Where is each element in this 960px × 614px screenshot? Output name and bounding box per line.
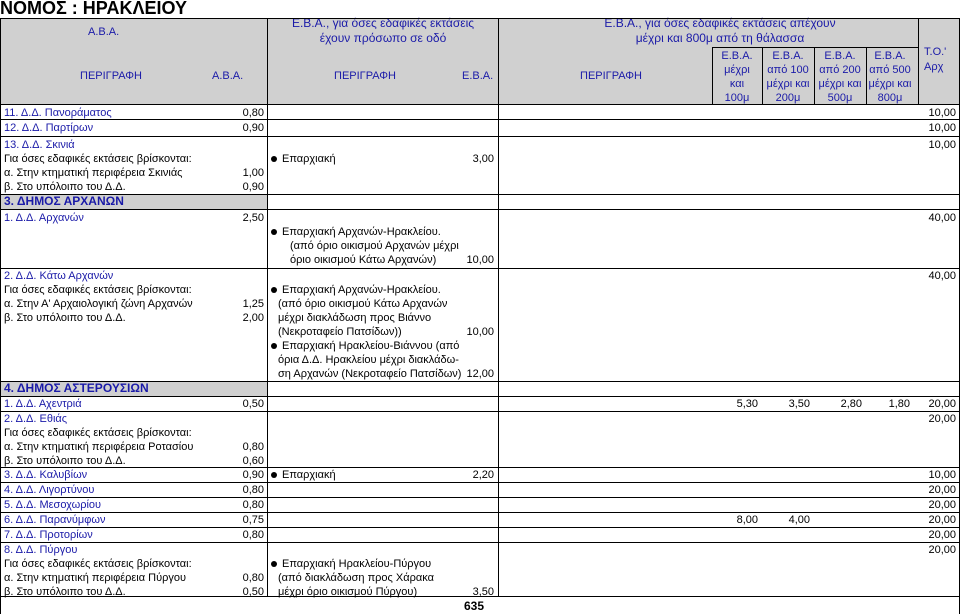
row-sea1: 5,30 xyxy=(736,398,758,410)
grid-line xyxy=(866,47,867,104)
row-name: 2. Δ.Δ. Κάτω Αρχανών xyxy=(4,270,114,282)
hdr-col4-l3: μέχρι και xyxy=(868,78,912,90)
row-line xyxy=(0,119,960,120)
hdr-col4-l4: 800μ xyxy=(877,92,903,104)
row-name: 12. Δ.Δ. Παρτίρων xyxy=(4,122,94,134)
row-name: 1. Δ.Δ. Αρχανών xyxy=(4,212,84,224)
row-desc: Επαρχιακή xyxy=(282,469,336,481)
hdr-col2-l4: 200μ xyxy=(775,92,801,104)
header-eba: Ε.Β.Α. xyxy=(462,70,494,82)
row-text: β. Στο υπόλοιπο του Δ.Δ. xyxy=(4,181,126,193)
page-number: 635 xyxy=(464,599,485,613)
row-ab: 0,80 xyxy=(242,107,264,119)
header-ab: Α.Β.Α. xyxy=(212,70,244,82)
grid-line xyxy=(814,47,815,104)
grid-line xyxy=(0,104,960,105)
header-perigrafi-3: ΠΕΡΙΓΡΑΦΗ xyxy=(580,70,642,82)
header-ab-top: Α.Β.Α. xyxy=(88,26,120,38)
grid-line xyxy=(712,47,918,48)
section-heading: 4. ΔΗΜΟΣ ΑΣΤΕΡΟΥΣΙΩΝ xyxy=(4,381,149,395)
bullet-icon xyxy=(271,156,277,162)
row-sea2: 3,50 xyxy=(788,398,810,410)
row-sea3: 2,80 xyxy=(840,398,862,410)
row-to: 20,00 xyxy=(928,514,956,526)
row-desc: (από όριο οικισμού Κάτω Αρχανών xyxy=(278,298,448,310)
grid-line xyxy=(0,18,960,19)
header-to-2: Αρχ xyxy=(924,61,944,73)
row-to: 20,00 xyxy=(928,499,956,511)
row-ab: 0,80 xyxy=(242,499,264,511)
row-desc: μέχρι όριο οικισμού Πύργου) xyxy=(278,586,418,598)
row-eba: 2,20 xyxy=(472,469,494,481)
bullet-icon xyxy=(271,561,277,567)
row-to: 20,00 xyxy=(928,413,956,425)
row-to: 40,00 xyxy=(928,212,956,224)
header-road-1: Ε.Β.Α., για όσες εδαφικές εκτάσεις xyxy=(291,16,475,30)
row-desc: μέχρι διακλάδωση προς Βιάννο xyxy=(278,312,432,324)
row-ab: 0,80 xyxy=(242,484,264,496)
row-line xyxy=(0,467,960,468)
row-eba: 10,00 xyxy=(466,326,494,338)
row-desc: ση Αρχανών (Νεκροταφείο Πατσίδων) xyxy=(278,368,462,380)
row-text: Για όσες εδαφικές εκτάσεις βρίσκονται: xyxy=(4,153,192,165)
row-to: 10,00 xyxy=(928,107,956,119)
row-desc: (από όριο οικισμού Αρχανών μέχρι xyxy=(290,240,459,252)
bullet-icon xyxy=(271,343,277,349)
grid-line xyxy=(0,18,1,614)
row-ab: 0,80 xyxy=(242,529,264,541)
row-text: α. Στην Α' Αρχαιολογική ζώνη Αρχανών xyxy=(4,298,193,310)
row-name: 3. Δ.Δ. Καλυβίων xyxy=(4,469,88,481)
row-to: 10,00 xyxy=(928,139,956,151)
row-to: 40,00 xyxy=(928,270,956,282)
row-ab: 0,80 xyxy=(242,572,264,584)
row-name: 11. Δ.Δ. Πανοράματος xyxy=(4,107,112,119)
row-text: Για όσες εδαφικές εκτάσεις βρίσκονται: xyxy=(4,558,192,570)
row-text: α. Στην κτηματική περιφέρεια Πύργου xyxy=(4,572,186,584)
row-text: α. Στην κτηματική περιφέρεια Ροτασίου xyxy=(4,441,194,453)
grid-line xyxy=(712,47,713,104)
row-text: Για όσες εδαφικές εκτάσεις βρίσκονται: xyxy=(4,284,192,296)
row-line xyxy=(0,209,960,210)
row-line xyxy=(0,411,960,412)
row-ab: 0,50 xyxy=(242,586,264,598)
row-to: 20,00 xyxy=(928,484,956,496)
row-ab: 2,50 xyxy=(242,212,264,224)
row-line xyxy=(0,482,960,483)
bullet-icon xyxy=(271,229,277,235)
hdr-col2-l3: μέχρι και xyxy=(766,78,810,90)
row-desc: Επαρχιακή xyxy=(282,153,336,165)
row-to: 20,00 xyxy=(928,544,956,556)
row-ab: 0,90 xyxy=(242,181,264,193)
page-title: ΝΟΜΟΣ : ΗΡΑΚΛΕΙΟΥ xyxy=(0,0,187,18)
header-perigrafi-2: ΠΕΡΙΓΡΑΦΗ xyxy=(334,70,396,82)
header-sea-2: μέχρι και 800μ από τη θάλασσα xyxy=(635,31,805,45)
row-ab: 2,00 xyxy=(242,312,264,324)
row-ab: 0,75 xyxy=(242,514,264,526)
row-sea4: 1,80 xyxy=(888,398,910,410)
row-line xyxy=(0,542,960,543)
row-ab: 1,00 xyxy=(242,167,264,179)
header-perigrafi-1: ΠΕΡΙΓΡΑΦΗ xyxy=(80,70,142,82)
row-to: 20,00 xyxy=(928,398,956,410)
hdr-col3-l1: Ε.Β.Α. xyxy=(824,50,856,62)
row-eba: 3,00 xyxy=(472,153,494,165)
hdr-col1-l3: και xyxy=(729,78,745,90)
row-to: 20,00 xyxy=(928,529,956,541)
section-heading: 3. ΔΗΜΟΣ ΑΡΧΑΝΩΝ xyxy=(4,194,124,208)
row-line xyxy=(0,497,960,498)
row-line xyxy=(0,136,960,137)
row-desc: (από διακλάδωση προς Χάρακα xyxy=(278,572,434,584)
hdr-col2-l1: Ε.Β.Α. xyxy=(772,50,804,62)
row-ab: 1,25 xyxy=(242,298,264,310)
row-sea1: 8,00 xyxy=(736,514,758,526)
hdr-col2-l2: από 100 xyxy=(767,64,809,76)
row-text: β. Στο υπόλοιπο του Δ.Δ. xyxy=(4,455,126,467)
row-sea2: 4,00 xyxy=(788,514,810,526)
hdr-col3-l2: από 200 xyxy=(819,64,861,76)
row-desc: όρια Δ.Δ. Ηρακλείου μέχρι διακλάδω- xyxy=(278,354,459,366)
row-text: β. Στο υπόλοιπο του Δ.Δ. xyxy=(4,312,126,324)
row-line xyxy=(0,396,960,397)
row-ab: 0,90 xyxy=(242,469,264,481)
row-name: 7. Δ.Δ. Προτορίων xyxy=(4,529,93,541)
row-text: α. Στην κτηματική περιφέρεια Σκινιάς xyxy=(4,167,183,179)
row-text: Για όσες εδαφικές εκτάσεις βρίσκονται: xyxy=(4,427,192,439)
grid-line xyxy=(267,18,268,596)
hdr-col1-l4: 100μ xyxy=(724,92,750,104)
row-desc: Επαρχιακή Ηρακλείου-Πύργου xyxy=(282,558,432,570)
row-ab: 0,50 xyxy=(242,398,264,410)
bullet-icon xyxy=(271,472,277,478)
bullet-icon xyxy=(271,287,277,293)
row-to: 10,00 xyxy=(928,469,956,481)
row-name: 4. Δ.Δ. Λιγορτύνου xyxy=(4,484,95,496)
row-name: 13. Δ.Δ. Σκινιά xyxy=(4,139,75,151)
row-name: 6. Δ.Δ. Παρανύμφων xyxy=(4,514,106,526)
header-sea-1: Ε.Β.Α., για όσες εδαφικές εκτάσεις απέχουν xyxy=(604,16,836,30)
row-text: β. Στο υπόλοιπο του Δ.Δ. xyxy=(4,586,126,598)
row-desc: Επαρχιακή Αρχανών-Ηρακλείου. xyxy=(282,226,441,238)
row-name: 2. Δ.Δ. Εθιάς xyxy=(4,413,68,425)
hdr-col4-l2: από 500 xyxy=(869,64,911,76)
row-line xyxy=(0,268,960,269)
row-to: 10,00 xyxy=(928,122,956,134)
row-name: 5. Δ.Δ. Μεσοχωρίου xyxy=(4,499,102,511)
hdr-col3-l3: μέχρι και xyxy=(818,78,862,90)
row-eba: 10,00 xyxy=(466,254,494,266)
hdr-col1-l1: Ε.Β.Α. xyxy=(721,50,753,62)
row-line xyxy=(0,512,960,513)
row-ab: 0,80 xyxy=(242,441,264,453)
grid-line xyxy=(762,47,763,104)
grid-line xyxy=(918,18,919,104)
row-desc: Επαρχιακή Ηρακλείου-Βιάννου (από xyxy=(282,340,460,352)
row-ab: 0,60 xyxy=(242,455,264,467)
row-line xyxy=(0,527,960,528)
row-eba: 3,50 xyxy=(472,586,494,598)
row-desc: (Νεκροταφείο Πατσίδων)) xyxy=(278,326,402,338)
hdr-col3-l4: 500μ xyxy=(827,92,853,104)
hdr-col1-l2: μέχρι xyxy=(724,64,750,76)
grid-line xyxy=(498,18,499,596)
row-eba: 12,00 xyxy=(466,368,494,380)
row-name: 8. Δ.Δ. Πύργου xyxy=(4,544,78,556)
row-desc: Επαρχιακή Αρχανών-Ηρακλείου. xyxy=(282,284,441,296)
header-to-1: Τ.Ο.' xyxy=(924,46,947,58)
row-desc: όριο οικισμού Κάτω Αρχανών) xyxy=(290,254,437,266)
hdr-col4-l1: Ε.Β.Α. xyxy=(874,50,906,62)
row-name: 1. Δ.Δ. Αχεντριά xyxy=(4,398,82,410)
header-road-2: έχουν πρόσωπο σε οδό xyxy=(319,31,447,45)
row-ab: 0,90 xyxy=(242,122,264,134)
